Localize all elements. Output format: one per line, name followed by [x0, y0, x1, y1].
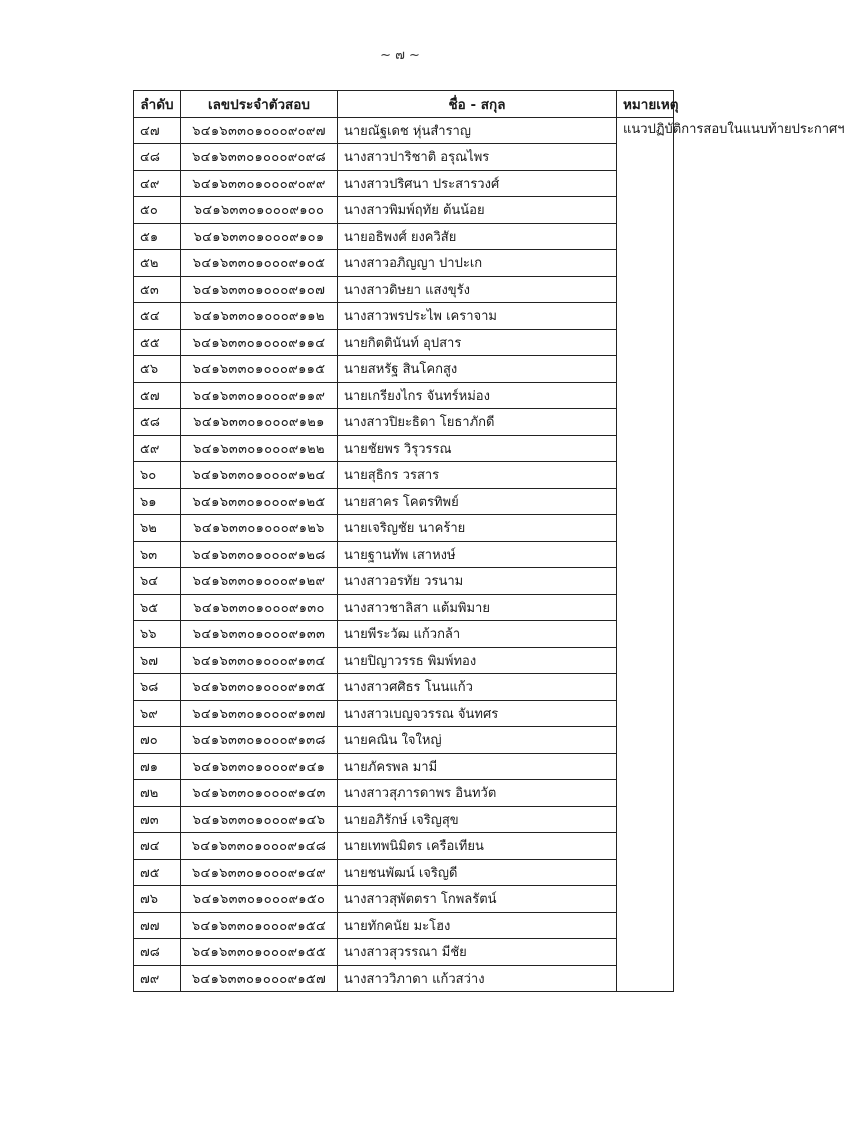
table-row — [134, 780, 674, 807]
table-row — [134, 462, 674, 489]
row-name: นางสาวปริศนา ประสารวงศ์ — [338, 170, 617, 197]
row-seq: ๕๘ — [134, 409, 181, 436]
row-name: นางสาวเบญจวรรณ จันทศร — [338, 700, 617, 727]
row-seq: ๕๐ — [134, 197, 181, 224]
row-name: นางสาววิภาดา แก้วสว่าง — [338, 965, 617, 992]
row-seq: ๕๔ — [134, 303, 181, 330]
row-exam-id: ๖๔๑๖๓๓๐๑๐๐๐๙๑๒๙ — [181, 568, 338, 595]
table-row — [134, 647, 674, 674]
row-seq: ๗๙ — [134, 965, 181, 992]
row-name: นายอธิพงศ์ ยงควิสัย — [338, 223, 617, 250]
row-name: นายสุธิกร วรสาร — [338, 462, 617, 489]
row-exam-id: ๖๔๑๖๓๓๐๑๐๐๐๙๑๓๕ — [181, 674, 338, 701]
row-name: นางสาวอภิญญา ปาปะเก — [338, 250, 617, 277]
row-name: นายพีระวัฒ แก้วกล้า — [338, 621, 617, 648]
row-name: นางสาวสุภารดาพร อินทวัต — [338, 780, 617, 807]
table-row — [134, 965, 674, 992]
row-seq: ๕๕ — [134, 329, 181, 356]
header-name: ชื่อ - สกุล — [338, 91, 617, 118]
row-name: นายชัยพร วิรุวรรณ — [338, 435, 617, 462]
row-seq: ๔๗ — [134, 117, 181, 144]
table-row — [134, 674, 674, 701]
row-exam-id: ๖๔๑๖๓๓๐๑๐๐๐๙๑๔๓ — [181, 780, 338, 807]
row-exam-id: ๖๔๑๖๓๓๐๑๐๐๐๙๑๒๑ — [181, 409, 338, 436]
row-exam-id: ๖๔๑๖๓๓๐๑๐๐๐๙๐๙๙ — [181, 170, 338, 197]
row-seq: ๕๑ — [134, 223, 181, 250]
row-name: นายสหรัฐ สินโคกสูง — [338, 356, 617, 383]
row-name: นางสาวอรทัย วรนาม — [338, 568, 617, 595]
table-row — [134, 435, 674, 462]
row-name: นายฐานทัพ เสาหงษ์ — [338, 541, 617, 568]
row-exam-id: ๖๔๑๖๓๓๐๑๐๐๐๙๑๕๗ — [181, 965, 338, 992]
table-row — [134, 197, 674, 224]
table-row — [134, 515, 674, 542]
table-row — [134, 409, 674, 436]
row-name: นายคณิน ใจใหญ่ — [338, 727, 617, 754]
row-seq: ๖๒ — [134, 515, 181, 542]
row-seq: ๖๙ — [134, 700, 181, 727]
table-row — [134, 541, 674, 568]
row-seq: ๖๘ — [134, 674, 181, 701]
row-seq: ๗๘ — [134, 939, 181, 966]
row-seq: ๖๑ — [134, 488, 181, 515]
row-exam-id: ๖๔๑๖๓๓๐๑๐๐๐๙๑๐๗ — [181, 276, 338, 303]
row-seq: ๔๘ — [134, 144, 181, 171]
row-seq: ๗๖ — [134, 886, 181, 913]
row-name: นางสาวดิษยา แสงขุรัง — [338, 276, 617, 303]
row-name: นางสาวพิมพ์ฤทัย ต้นน้อย — [338, 197, 617, 224]
table-row — [134, 303, 674, 330]
table-row — [134, 144, 674, 171]
row-exam-id: ๖๔๑๖๓๓๐๑๐๐๐๙๑๓๓ — [181, 621, 338, 648]
row-seq: ๕๗ — [134, 382, 181, 409]
row-name: นางสาวปิยะธิดา โยธาภักดี — [338, 409, 617, 436]
row-exam-id: ๖๔๑๖๓๓๐๑๐๐๐๙๑๑๙ — [181, 382, 338, 409]
table-row — [134, 382, 674, 409]
table-row — [134, 356, 674, 383]
row-name: นางสาวชาลิสา แต้มพิมาย — [338, 594, 617, 621]
table-row — [134, 859, 674, 886]
row-exam-id: ๖๔๑๖๓๓๐๑๐๐๐๙๑๑๒ — [181, 303, 338, 330]
row-exam-id: ๖๔๑๖๓๓๐๑๐๐๐๙๑๕๐ — [181, 886, 338, 913]
row-exam-id: ๖๔๑๖๓๓๐๑๐๐๐๙๑๒๖ — [181, 515, 338, 542]
row-seq: ๖๕ — [134, 594, 181, 621]
table-row — [134, 833, 674, 860]
row-exam-id: ๖๔๑๖๓๓๐๑๐๐๐๙๐๙๘ — [181, 144, 338, 171]
row-seq: ๗๗ — [134, 912, 181, 939]
candidate-table — [133, 90, 845, 992]
row-seq: ๖๗ — [134, 647, 181, 674]
row-name: นายเกรียงไกร จันทร์หม่อง — [338, 382, 617, 409]
table-row — [134, 621, 674, 648]
row-note: แนวปฏิบัติการสอบในแนบท้ายประกาศฯ — [617, 117, 674, 992]
row-name: นางสาวพรประไพ เคราจาม — [338, 303, 617, 330]
table-row — [134, 912, 674, 939]
table-row — [134, 753, 674, 780]
table-row — [134, 170, 674, 197]
row-seq: ๕๖ — [134, 356, 181, 383]
row-name: นายปิญาวรรธ พิมพ์ทอง — [338, 647, 617, 674]
row-name: นางสาวสุวรรณา มีชัย — [338, 939, 617, 966]
row-seq: ๗๐ — [134, 727, 181, 754]
table-header-row — [134, 91, 674, 118]
table-row — [134, 329, 674, 356]
row-exam-id: ๖๔๑๖๓๓๐๑๐๐๐๙๑๒๘ — [181, 541, 338, 568]
row-name: นายกิตตินันท์ อุปสาร — [338, 329, 617, 356]
row-exam-id: ๖๔๑๖๓๓๐๑๐๐๐๙๑๔๙ — [181, 859, 338, 886]
row-seq: ๖๐ — [134, 462, 181, 489]
table-row — [134, 594, 674, 621]
row-exam-id: ๖๔๑๖๓๓๐๑๐๐๐๙๑๐๕ — [181, 250, 338, 277]
row-exam-id: ๖๔๑๖๓๓๐๑๐๐๐๙๐๙๗ — [181, 117, 338, 144]
row-seq: ๖๔ — [134, 568, 181, 595]
table-row — [134, 727, 674, 754]
row-seq: ๗๕ — [134, 859, 181, 886]
row-exam-id: ๖๔๑๖๓๓๐๑๐๐๐๙๑๒๔ — [181, 462, 338, 489]
table-row — [134, 117, 674, 144]
table-row — [134, 939, 674, 966]
row-exam-id: ๖๔๑๖๓๓๐๑๐๐๐๙๑๒๕ — [181, 488, 338, 515]
row-exam-id: ๖๔๑๖๓๓๐๑๐๐๐๙๑๓๔ — [181, 647, 338, 674]
row-name: นายอภิรักษ์ เจริญสุข — [338, 806, 617, 833]
row-exam-id: ๖๔๑๖๓๓๐๑๐๐๐๙๑๓๗ — [181, 700, 338, 727]
row-seq: ๕๒ — [134, 250, 181, 277]
table-row — [134, 568, 674, 595]
row-name: นายทักคนัย มะโฮง — [338, 912, 617, 939]
row-seq: ๕๙ — [134, 435, 181, 462]
row-seq: ๖๖ — [134, 621, 181, 648]
row-name: นางสาวสุพัตตรา โกพลรัตน์ — [338, 886, 617, 913]
row-exam-id: ๖๔๑๖๓๓๐๑๐๐๐๙๑๑๕ — [181, 356, 338, 383]
row-exam-id: ๖๔๑๖๓๓๐๑๐๐๐๙๑๔๖ — [181, 806, 338, 833]
row-name: นายเทพนิมิตร เครือเทียน — [338, 833, 617, 860]
header-note: หมายเหตุ — [617, 91, 674, 118]
row-name: นายสาคร โคตรทิพย์ — [338, 488, 617, 515]
table-row — [134, 700, 674, 727]
row-exam-id: ๖๔๑๖๓๓๐๑๐๐๐๙๑๑๔ — [181, 329, 338, 356]
header-exam-id: เลขประจำตัวสอบ — [181, 91, 338, 118]
row-name: นางสาวศศิธร โนนแก้ว — [338, 674, 617, 701]
row-exam-id: ๖๔๑๖๓๓๐๑๐๐๐๙๑๒๒ — [181, 435, 338, 462]
row-seq: ๗๑ — [134, 753, 181, 780]
row-seq: ๖๓ — [134, 541, 181, 568]
table-row — [134, 886, 674, 913]
header-seq: ลำดับ — [134, 91, 181, 118]
row-seq: ๗๓ — [134, 806, 181, 833]
row-name: นายเจริญชัย นาคร้าย — [338, 515, 617, 542]
row-exam-id: ๖๔๑๖๓๓๐๑๐๐๐๙๑๐๑ — [181, 223, 338, 250]
table-row — [134, 223, 674, 250]
row-exam-id: ๖๔๑๖๓๓๐๑๐๐๐๙๑๔๘ — [181, 833, 338, 860]
row-name: นางสาวปาริชาติ อรุณไพร — [338, 144, 617, 171]
row-seq: ๕๓ — [134, 276, 181, 303]
row-exam-id: ๖๔๑๖๓๓๐๑๐๐๐๙๑๓๐ — [181, 594, 338, 621]
row-exam-id: ๖๔๑๖๓๓๐๑๐๐๐๙๑๓๘ — [181, 727, 338, 754]
table-row — [134, 250, 674, 277]
row-name: นายณัฐเดช หุ่นสำราญ — [338, 117, 617, 144]
row-seq: ๗๔ — [134, 833, 181, 860]
row-exam-id: ๖๔๑๖๓๓๐๑๐๐๐๙๑๐๐ — [181, 197, 338, 224]
row-seq: ๔๙ — [134, 170, 181, 197]
row-exam-id: ๖๔๑๖๓๓๐๑๐๐๐๙๑๕๕ — [181, 939, 338, 966]
page-number: ~ ๗ ~ — [380, 48, 420, 63]
table-row — [134, 806, 674, 833]
row-exam-id: ๖๔๑๖๓๓๐๑๐๐๐๙๑๔๑ — [181, 753, 338, 780]
table-row — [134, 488, 674, 515]
row-name: นายภัครพล มามี — [338, 753, 617, 780]
row-name: นายชนพัฒน์ เจริญดี — [338, 859, 617, 886]
row-exam-id: ๖๔๑๖๓๓๐๑๐๐๐๙๑๕๔ — [181, 912, 338, 939]
table-row — [134, 276, 674, 303]
row-seq: ๗๒ — [134, 780, 181, 807]
